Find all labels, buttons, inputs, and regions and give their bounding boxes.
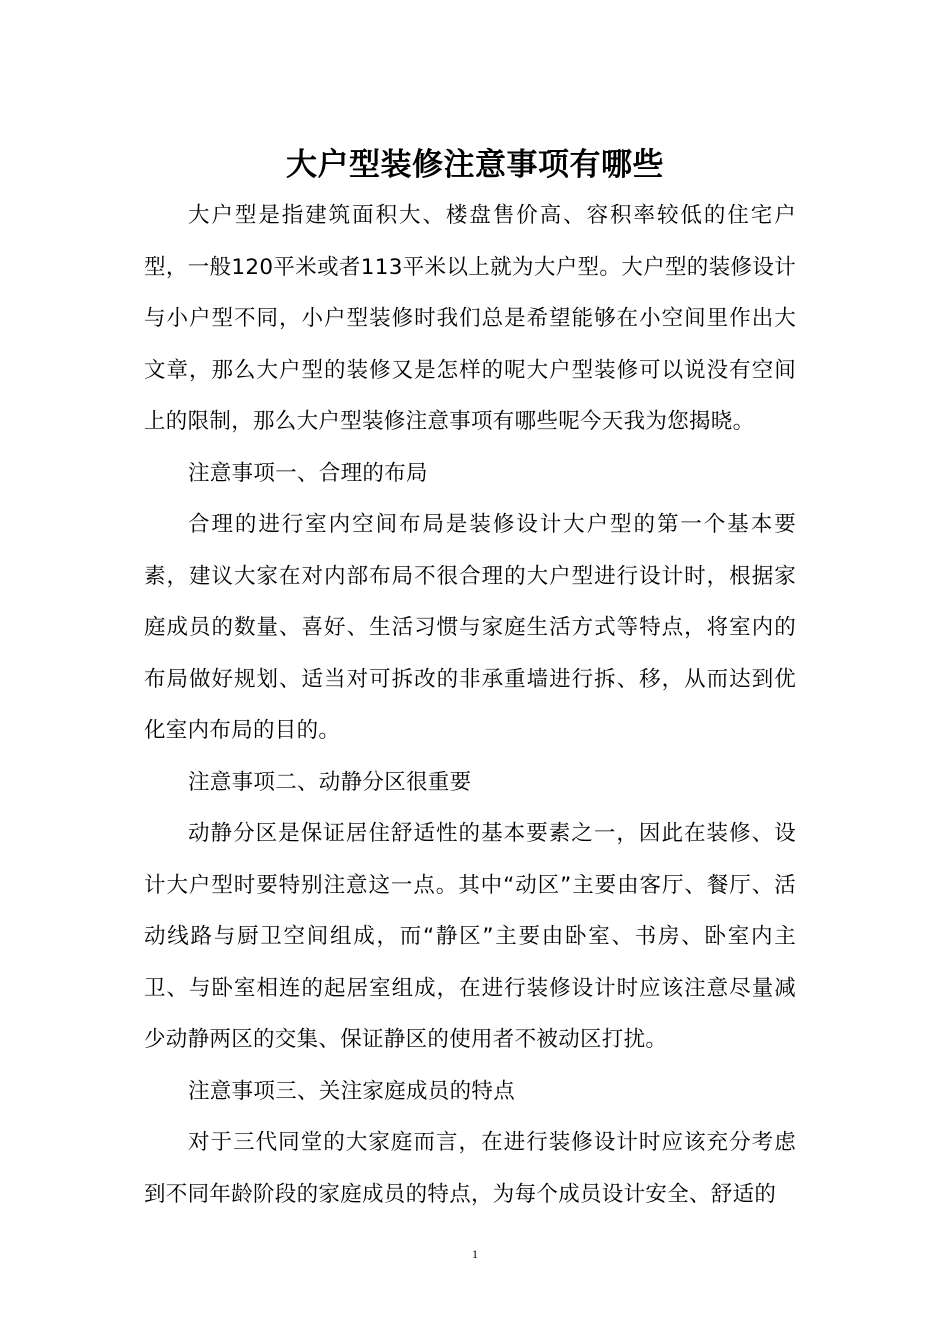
section-paragraph-2: 动静分区是保证居住舒适性的基本要素之一，因此在装修、设计大户型时要特别注意这一点。其中“动区”主要由客厅、餐厅、活动线路与厨卫空间组成，而“静区”主要由卧室、书房、卧室内主卫、与卧室相连的起居室组成，在进行装修设计时应该注意尽量减少动静两区的交集、保证静区的使用者不被动区打扰。 [144, 821, 796, 1052]
section-heading-3: 注意事项三、关注家庭成员的特点 [188, 1078, 516, 1104]
page-number: 1 [472, 1247, 478, 1261]
section-heading-1: 注意事项一、合理的布局 [188, 460, 428, 486]
section-paragraph-1: 合理的进行室内空间布局是装修设计大户型的第一个基本要素，建议大家在对内部布局不很合理的大户型进行设计时，根据家庭成员的数量、喜好、生活习惯与家庭生活方式等特点，将室内的布局做好规划、适当对可拆改的非承重墙进行拆、移，从而达到优化室内布局的目的。 [144, 512, 796, 743]
document-title: 大户型装修注意事项有哪些 [286, 146, 664, 183]
intro-paragraph: 大户型是指建筑面积大、楼盘售价高、容积率较低的住宅户型，一般120平米或者113平米以上就为大户型。大户型的装修设计与小户型不同，小户型装修时我们总是希望能够在小空间里作出大文章，那么大户型的装修又是怎样的呢大户型装修可以说没有空间上的限制，那么大户型装修注意事项有哪些呢今天我为您揭晓。 [144, 203, 796, 434]
section-paragraph-3: 对于三代同堂的大家庭而言，在进行装修设计时应该充分考虑到不同年龄阶段的家庭成员的特点，为每个成员设计安全、舒适的 [144, 1130, 796, 1207]
document-body [144, 190, 796, 1220]
section-heading-2: 注意事项二、动静分区很重要 [188, 769, 472, 795]
